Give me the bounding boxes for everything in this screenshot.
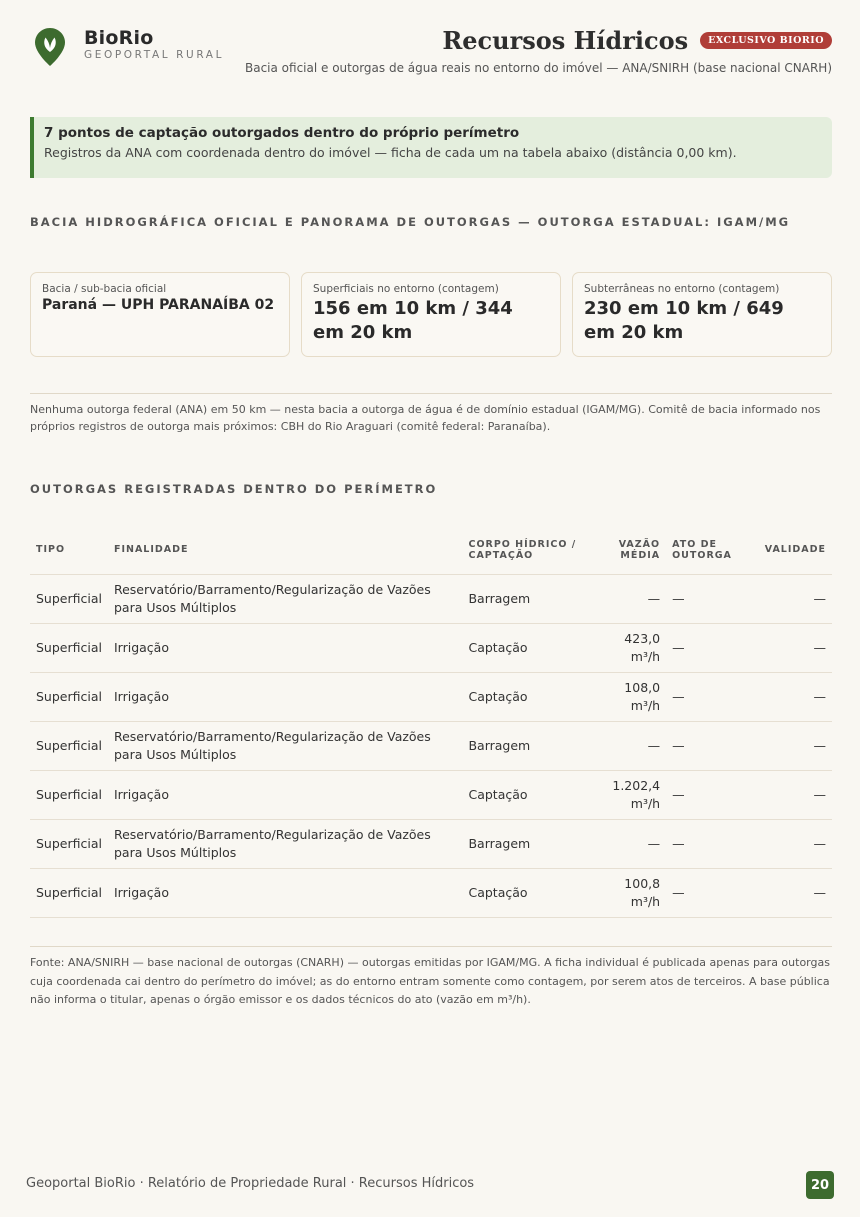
cell-ato: — — [666, 770, 746, 819]
brand-name: BioRio — [84, 27, 154, 49]
cell-vazao: 423,0 m³/h — [587, 623, 666, 672]
report-header — [30, 24, 832, 84]
cell-tipo: Superficial — [30, 574, 108, 623]
basin-note: Nenhuma outorga federal (ANA) em 50 km — nesta bacia a outorga de água é de domínio estadual (IGAM/MG). Comitê de bacia informado nos próprios registros de outorga mais próximos: CBH do Rio Araguari (comitê federal: Paranaíba). — [30, 403, 821, 433]
cell-validade: — — [746, 721, 832, 770]
cell-vazao: 108,0 m³/h — [587, 672, 666, 721]
alert-title: 7 pontos de captação outorgados dentro do próprio perímetro — [44, 125, 520, 141]
cell-validade: — — [746, 868, 832, 917]
cell-ato: — — [666, 672, 746, 721]
page-subtitle: Bacia oficial e outorgas de água reais no entorno do imóvel — ANA/SNIRH (base nacional CNARH) — [245, 61, 832, 75]
col-header-vazao: VAZÃO MÉDIA — [618, 538, 661, 561]
cell-tipo: Superficial — [30, 770, 108, 819]
cell-ato: — — [666, 868, 746, 917]
cell-ato: — — [666, 623, 746, 672]
cell-vazao: — — [587, 721, 666, 770]
col-header-tipo: TIPO — [36, 544, 66, 556]
cell-corpo: Captação — [462, 770, 587, 819]
table-section-title: OUTORGAS REGISTRADAS DENTRO DO PERÍMETRO — [30, 482, 438, 496]
cell-validade: — — [746, 623, 832, 672]
surface-count-card — [301, 272, 561, 357]
cell-validade: — — [746, 672, 832, 721]
footer-text: Geoportal BioRio · Relatório de Propriedade Rural · Recursos Hídricos — [26, 1176, 475, 1191]
cell-tipo: Superficial — [30, 721, 108, 770]
cell-tipo: Superficial — [30, 819, 108, 868]
cell-corpo: Barragem — [462, 574, 587, 623]
cell-corpo: Captação — [462, 868, 587, 917]
source-note: Fonte: ANA/SNIRH — base nacional de outorgas (CNARH) — outorgas emitidas por IGAM/MG. A ficha individual é publicada apenas para outorgas cuja coordenada cai dentro do perímetro do imóvel; as do entorno entram somente como contagem, por serem atos de terceiros. A base pública não informa o titular, apenas o órgão emissor e os dados técnicos do ato (vazão em m³/h). — [30, 956, 830, 1006]
cell-ato: — — [666, 819, 746, 868]
table-row — [30, 819, 832, 868]
cell-finalidade: Irrigação — [108, 672, 462, 721]
basin-cards — [30, 272, 832, 357]
page-number: 20 — [806, 1171, 834, 1199]
card-value: Paraná — UPH PARANAÍBA 02 — [42, 297, 275, 313]
grants-table — [30, 530, 832, 918]
cell-finalidade: Reservatório/Barramento/Regularização de Vazões para Usos Múltiplos — [108, 574, 462, 623]
leaf-pin-icon — [34, 27, 66, 67]
col-header-ato: ATO DE OUTORGA — [672, 538, 732, 561]
page-title: Recursos Hídricos — [442, 26, 689, 55]
card-label: Bacia / sub-bacia oficial — [42, 283, 167, 295]
exclusive-badge: EXCLUSIVO BIORIO — [700, 32, 832, 49]
cell-vazao: — — [587, 574, 666, 623]
col-header-finalidade: FINALIDADE — [113, 544, 189, 556]
col-header-validade: VALIDADE — [764, 544, 826, 556]
cell-corpo: Barragem — [462, 819, 587, 868]
table-row — [30, 721, 832, 770]
cell-vazao: 1.202,4 m³/h — [587, 770, 666, 819]
cell-tipo: Superficial — [30, 623, 108, 672]
basin-card — [30, 272, 290, 357]
cell-finalidade: Reservatório/Barramento/Regularização de Vazões para Usos Múltiplos — [108, 721, 462, 770]
brand-tagline: GEOPORTAL RURAL — [84, 49, 225, 61]
cell-tipo: Superficial — [30, 672, 108, 721]
card-label: Subterrâneas no entorno (contagem) — [584, 283, 780, 295]
title-row — [442, 26, 832, 55]
table-row — [30, 770, 832, 819]
table-row — [30, 672, 832, 721]
table-row — [30, 623, 832, 672]
cell-tipo: Superficial — [30, 868, 108, 917]
cell-finalidade: Reservatório/Barramento/Regularização de Vazões para Usos Múltiplos — [108, 819, 462, 868]
table-row — [30, 868, 832, 917]
cell-ato: — — [666, 721, 746, 770]
cell-ato: — — [666, 574, 746, 623]
cell-corpo: Captação — [462, 672, 587, 721]
card-value: 230 em 10 km / 649 em 20 km — [584, 298, 784, 343]
cell-validade: — — [746, 819, 832, 868]
cell-finalidade: Irrigação — [108, 623, 462, 672]
cell-corpo: Captação — [462, 623, 587, 672]
cell-corpo: Barragem — [462, 721, 587, 770]
table-header-row — [30, 530, 832, 574]
divider — [30, 393, 832, 394]
cell-validade: — — [746, 574, 832, 623]
card-value: 156 em 10 km / 344 em 20 km — [313, 298, 513, 343]
alert-body: Registros da ANA com coordenada dentro do imóvel — ficha de cada um na tabela abaixo (distância 0,00 km). — [44, 145, 737, 160]
card-label: Superficiais no entorno (contagem) — [313, 283, 499, 295]
table-row — [30, 574, 832, 623]
cell-vazao: — — [587, 819, 666, 868]
cell-vazao: 100,8 m³/h — [587, 868, 666, 917]
highlight-alert — [30, 117, 832, 178]
cell-finalidade: Irrigação — [108, 868, 462, 917]
groundwater-count-card — [572, 272, 832, 357]
divider — [30, 946, 832, 947]
basin-section-title: BACIA HIDROGRÁFICA OFICIAL E PANORAMA DE OUTORGAS — OUTORGA ESTADUAL: IGAM/MG — [30, 215, 791, 229]
cell-finalidade: Irrigação — [108, 770, 462, 819]
col-header-corpo: CORPO HÍDRICO / CAPTAÇÃO — [468, 538, 577, 561]
cell-validade: — — [746, 770, 832, 819]
